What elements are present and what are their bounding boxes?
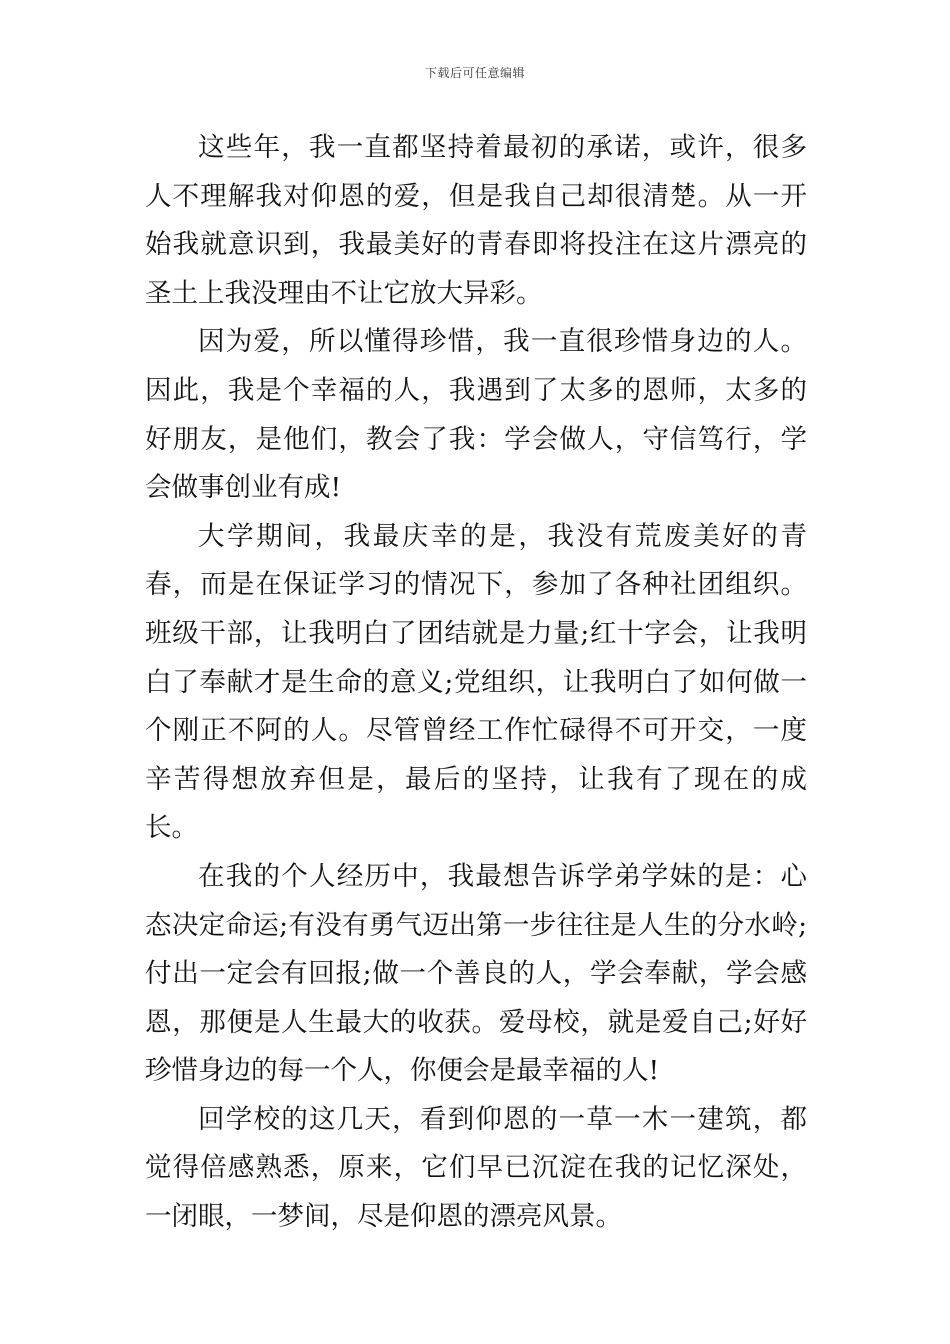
paragraph-4: 在我的个人经历中，我最想告诉学弟学妹的是：心态决定命运;有没有勇气迈出第一步往往是人生的分水岭;付出一定会有回报;做一个善良的人，学会奉献，学会感恩，那便是人生最大的收获。爱母校，就是爱自己;好好珍惜身边的每一个人，你便会是最幸福的人!: [145, 860, 807, 1087]
paragraph-3: 大学期间，我最庆幸的是，我没有荒废美好的青春，而是在保证学习的情况下，参加了各种社团组织。班级干部，让我明白了团结就是力量;红十字会，让我明白了奉献才是生命的意义;党组织，让我明白了如何做一个刚正不阿的人。尽管曾经工作忙碌得不可开交，一度辛苦得想放弃但是，最后的坚持，让我有了现在的成长。: [145, 520, 807, 844]
document-body: [145, 124, 807, 1242]
paragraph-5: 回学校的这几天，看到仰恩的一草一木一建筑，都觉得倍感熟悉，原来，它们早已沉淀在我的记忆深处，一闭眼，一梦间，尽是仰恩的漂亮风景。: [145, 1103, 807, 1233]
paragraph-1: 这些年，我一直都坚持着最初的承诺，或许，很多人不理解我对仰恩的爱，但是我自己却很清楚。从一开始我就意识到，我最美好的青春即将投注在这片漂亮的圣土上我没理由不让它放大异彩。: [145, 132, 807, 309]
paragraph-2: 因为爱，所以懂得珍惜，我一直很珍惜身边的人。因此，我是个幸福的人，我遇到了太多的恩师，太多的好朋友，是他们，教会了我：学会做人，守信笃行，学会做事创业有成!: [145, 326, 807, 504]
page-header-note: 下载后可任意编辑: [424, 66, 525, 80]
